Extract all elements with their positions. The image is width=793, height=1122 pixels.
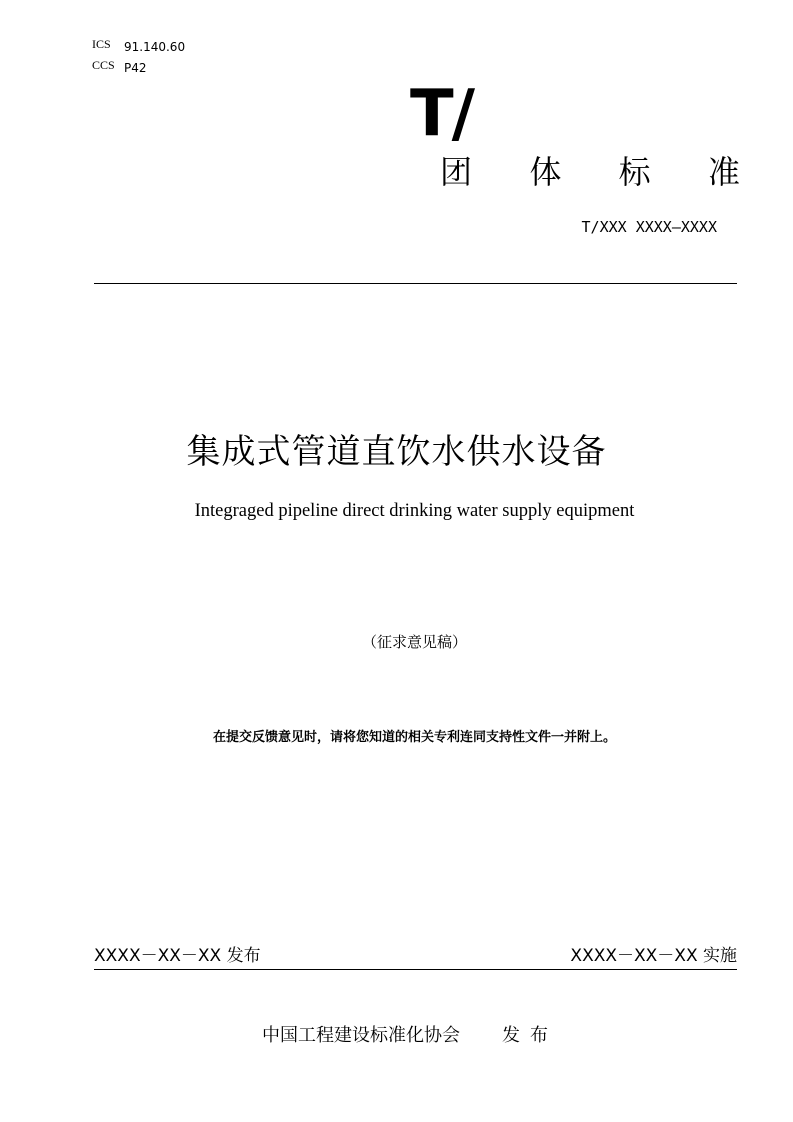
ccs-code: P42 — [124, 61, 147, 75]
ccs-label: CCS — [92, 58, 115, 72]
group-standard-char: 标 — [618, 153, 651, 191]
publisher-action: 发布 — [502, 1025, 558, 1046]
group-standard-mark: T/ — [410, 77, 474, 151]
standard-number: T/XXX XXXX—XXXX — [581, 218, 717, 236]
title-english: Integraged pipeline direct drinking water supply equipment — [194, 501, 635, 521]
publisher-name: 中国工程建设标准化协会 — [262, 1025, 460, 1046]
footer-divider — [94, 969, 737, 970]
ics-code: 91.140.60 — [124, 40, 186, 54]
patent-notice: 在提交反馈意见时，请将您知道的相关专利连同支持性文件一并附上。 — [212, 730, 616, 745]
title-chinese: 集成式管道直饮水供水设备 — [186, 432, 607, 472]
group-standard-heading — [440, 152, 740, 192]
header-divider — [94, 283, 737, 284]
draft-note: （征求意见稿） — [361, 633, 467, 651]
implementation-date: XXXX－XX－XX 实施 — [570, 946, 737, 966]
group-standard-char: 准 — [707, 153, 740, 191]
issue-date: XXXX－XX－XX 发布 — [94, 946, 261, 966]
ics-label: ICS — [92, 37, 111, 51]
group-standard-char: 团 — [440, 153, 473, 191]
group-standard-char: 体 — [529, 153, 562, 191]
